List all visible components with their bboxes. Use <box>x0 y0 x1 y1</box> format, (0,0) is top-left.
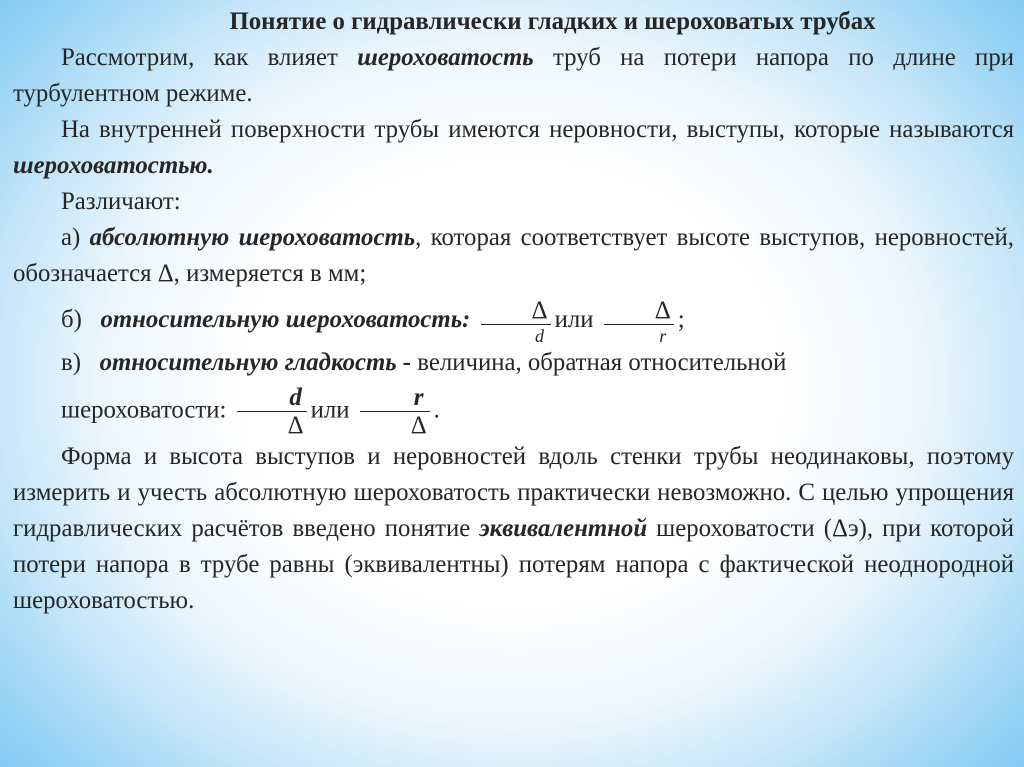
fraction-r-over-delta <box>360 385 430 439</box>
paragraph-intro <box>13 40 1014 112</box>
list-item-b <box>13 298 1014 345</box>
term-roughness-def: шероховатостью. <box>13 152 214 179</box>
list-marker-a: а) <box>61 224 90 251</box>
list-item-a-text: , которая соответствует высоте выступов, неровностей, обозначается Δ, измеряется в мм; <box>13 224 1014 287</box>
term-equivalent: эквивалентной <box>479 514 648 542</box>
list-item-b-end: ; <box>677 306 685 334</box>
term-roughness: шероховатость <box>357 44 534 71</box>
term-absolute-roughness: абсолютную шероховатость <box>89 224 416 251</box>
list-item-c-formula <box>13 385 1014 439</box>
paragraph-intro-text: Рассмотрим, как влияет <box>61 44 358 71</box>
term-relative-smoothness: относительную гладкость - <box>99 349 412 376</box>
paragraph-surface <box>13 112 1014 184</box>
paragraph-intro-end: труб на потери напора по длине при турбулентном режиме. <box>13 44 1014 107</box>
slide-title: Понятие о гидравлически гладких и шероховатых трубах <box>229 8 876 35</box>
fraction-numerator: Δ <box>654 297 671 324</box>
fraction-denominator: r <box>659 326 667 346</box>
fraction-numerator: r <box>413 384 424 411</box>
or-word: или <box>554 306 594 334</box>
fraction-delta-over-r <box>604 298 674 345</box>
list-marker-b: б) <box>61 306 101 334</box>
fraction-numerator: Δ <box>531 297 548 324</box>
list-item-c-line2: шероховатости: <box>61 396 227 424</box>
paragraph-surface-text: На внутренней поверхности трубы имеются неровности, выступы, которые называются <box>61 116 1014 143</box>
term-relative-roughness: относительную шероховатость: <box>100 306 471 334</box>
paragraph-equivalent-text: Форма и высота выступов и неровностей вдоль стенки трубы неодинаковы, поэтому измерить и учесть абсолютную шероховатость практически невозможно. С целью упрощения гидравлических расчётов введено понятие <box>13 442 1014 542</box>
list-marker-c: в) <box>61 349 100 376</box>
or-word: или <box>310 396 350 424</box>
fraction-denominator: Δ <box>410 412 427 439</box>
fraction-delta-over-d <box>481 298 551 345</box>
fraction-d-over-delta <box>237 385 307 439</box>
fraction-denominator: Δ <box>287 412 304 439</box>
paragraph-equivalent-end: шероховатости (Δэ), при которой потери напора в трубе равны (эквивалентны) потерям напора с фактической неоднородной шероховатостью. <box>13 514 1015 614</box>
paragraph-distinguish: Различают: <box>61 188 181 215</box>
list-item-c-end: . <box>433 396 440 424</box>
list-item-c <box>13 345 1014 381</box>
list-item-c-text: величина, обратная относительной <box>411 349 787 376</box>
slide-content <box>13 4 1014 619</box>
fraction-denominator: d <box>535 326 545 346</box>
paragraph-equivalent <box>13 439 1014 619</box>
fraction-numerator: d <box>289 384 302 411</box>
list-item-a <box>13 220 1014 292</box>
